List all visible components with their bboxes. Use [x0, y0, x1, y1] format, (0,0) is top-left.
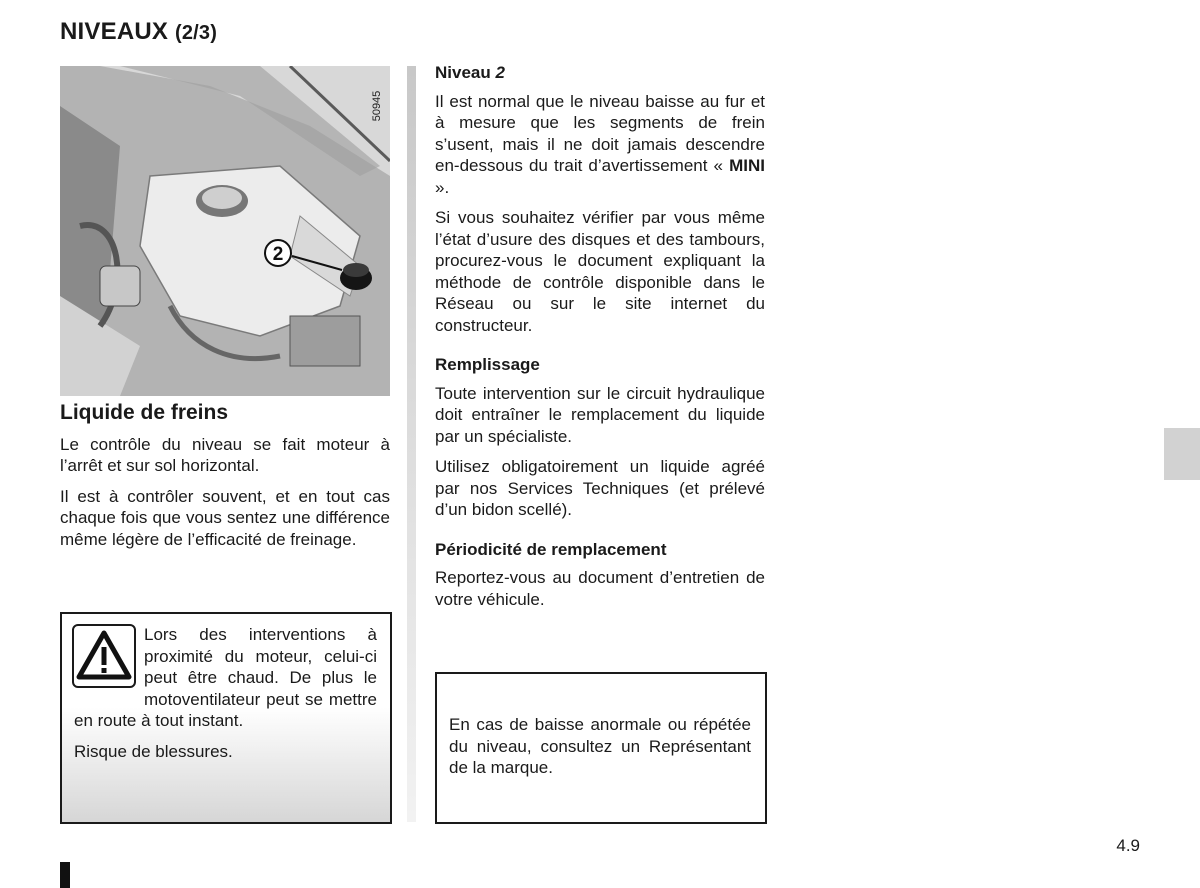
remplissage-heading: Remplissage [435, 355, 540, 374]
page-number: 4.9 [1116, 836, 1140, 855]
bottom-margin-mark [60, 862, 70, 888]
niveau-heading [435, 62, 765, 84]
engine-bay-photo [60, 66, 390, 396]
chapter-thumb-tab [1164, 428, 1200, 480]
remplissage-paragraph-1: Toute intervention sur le circuit hydraulique doit entraîner le remplacement du liquide par un spécialiste. [435, 383, 765, 446]
mini-label: MINI [729, 156, 765, 175]
niveau-paragraph-1 [435, 91, 765, 199]
page-title-text: NIVEAUX [60, 18, 169, 45]
left-paragraph-2: Il est à contrôler souvent, et en tout cas chaque fois que vous sentez une différence même légère de l’efficacité de freinage. [60, 486, 390, 549]
periodicite-heading: Périodicité de remplacement [435, 539, 667, 559]
niveau-heading-number: 2 [495, 63, 505, 82]
column-divider [407, 66, 416, 822]
warning-box [60, 612, 392, 824]
photo-reference: 50945 [371, 90, 383, 122]
warning-paragraph-2: Risque de blessures. [74, 741, 233, 761]
page-title-part: (2/3) [174, 22, 218, 44]
niveau-p1-text: Il est normal que le niveau baisse au fur et à mesure que les segments de frein s’usent, mais il ne doit jamais descendre en-dessous du trait d’avertissement « [435, 91, 765, 175]
engine-bay-illustration [60, 66, 390, 396]
periodicite-paragraph-1: Reportez-vous au document d’entretien de votre véhicule. [435, 568, 765, 609]
niveau-p1-end: ». [435, 177, 450, 197]
niveau-paragraph-2: Si vous souhaitez vérifier par vous même l’état d’usure des disques et des tambours, procurez-vous le document expliquant la méthode de contrôle disponible dans le Réseau ou sur le site internet du constructeur. [435, 208, 765, 335]
section-title: Liquide de freins [60, 401, 229, 424]
niveau-heading-label: Niveau [435, 63, 491, 82]
warning-paragraph-1: Lors des interventions à proximité du moteur, celui-ci peut être chaud. De plus le motoventilateur peut se mettre en route à tout instant. [74, 625, 377, 730]
right-column [435, 62, 765, 619]
page-title [60, 18, 217, 46]
info-box [435, 672, 767, 824]
remplissage-paragraph-2: Utilisez obligatoirement un liquide agréé par nos Services Techniques (et prélevé d’un bidon scellé). [435, 457, 765, 519]
warning-triangle-icon [72, 624, 136, 688]
left-column [60, 400, 390, 559]
info-box-text: En cas de baisse anormale ou répétée du niveau, consultez un Représentant de la marque. [449, 715, 751, 777]
left-paragraph-1: Le contrôle du niveau se fait moteur à l’arrêt et sur sol horizontal. [60, 434, 390, 475]
callout-number: 2 [272, 244, 284, 265]
